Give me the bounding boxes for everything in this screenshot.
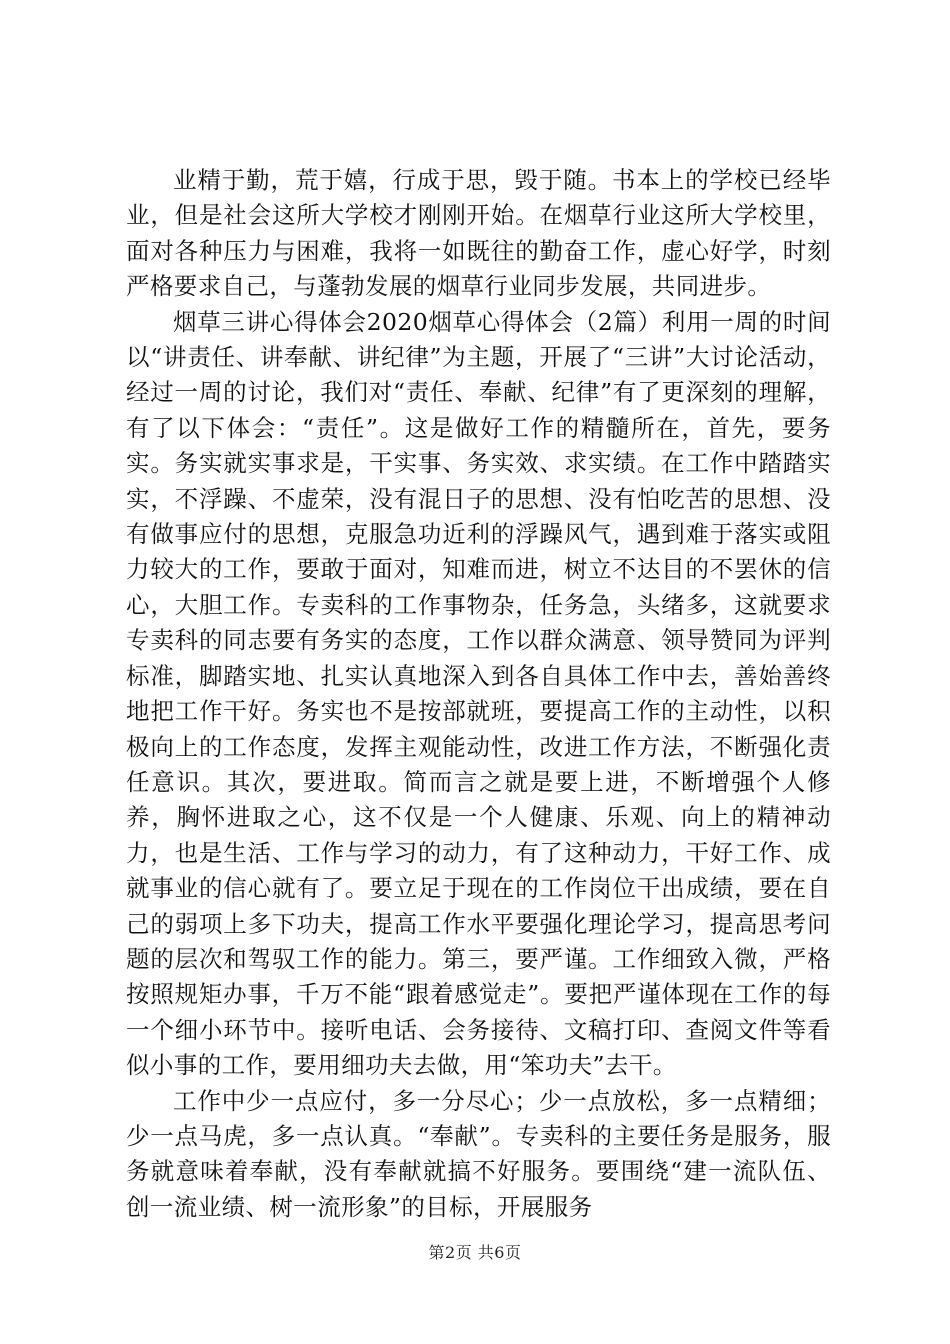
paragraph-2: 烟草三讲心得体会2020烟草心得体会（2篇）利用一周的时间以“讲责任、讲奉献、讲纪律”为主题，开展了“三讲”大讨论活动，经过一周的讨论，我们对“责任、奉献、纪律”有了更深刻的理解，有了以下体会：“责任”。这是做好工作的精髓所在，首先，要务实。务实就实事求是，干实事、务实效、求实绩。在工作中踏踏实实，不浮躁、不虚荣，没有混日子的思想、没有怕吃苦的思想、没有做事应付的思想，克服急功近利的浮躁风气，遇到难于落实或阻力较大的工作，要敢于面对，知难而进，树立不达目的不罢休的信心，大胆工作。专卖科的工作事物杂，任务急，头绪多，这就要求专卖科的同志要有务实的态度，工作以群众满意、领导赞同为评判标准，脚踏实地、扎实认真地深入到各自具体工作中去，善始善终地把工作干好。务实也不是按部就班，要提高工作的主动性，以积极向上的工作态度，发挥主观能动性，改进工作方法，不断强化责任意识。其次，要进取。简而言之就是要上进，不断增强个人修养，胸怀进取之心，这不仅是一个人健康、乐观、向上的精神动力，也是生活、工作与学习的动力，有了这种动力，干好工作、成就事业的信心就有了。要立足于现在的工作岗位干出成绩，要在自己的弱项上多下功夫，提高工作水平要强化理论学习，提高思考问题的层次和驾驭工作的能力。第三，要严谨。工作细致入微，严格按照规矩办事，千万不能“跟着感觉走”。要把严谨体现在工作的每一个细小环节中。接听电话、会务接待、文稿打印、查阅文件等看似小事的工作，要用细功夫去做，用“笨功夫”去干。 [126, 307, 831, 1080]
paragraph-3: 工作中少一点应付，多一分尽心；少一点放松，多一点精细；少一点马虎，多一点认真。“奉献”。专卖科的主要任务是服务，服务就意味着奉献，没有奉献就搞不好服务。要围绕“建一流队伍、创一流业绩、树一流形象”的目标，开展服务 [126, 1086, 831, 1221]
paragraph-1: 业精于勤，荒于嬉，行成于思，毁于随。书本上的学校已经毕业，但是社会这所大学校才刚刚开始。在烟草行业这所大学校里，面对各种压力与困难，我将一如既往的勤奋工作，虚心好学，时刻严格要求自己，与蓬勃发展的烟草行业同步发展，共同进步。 [126, 166, 831, 301]
document-body [126, 163, 831, 1225]
page-number-footer: 第2页 共6页 [428, 1243, 522, 1262]
